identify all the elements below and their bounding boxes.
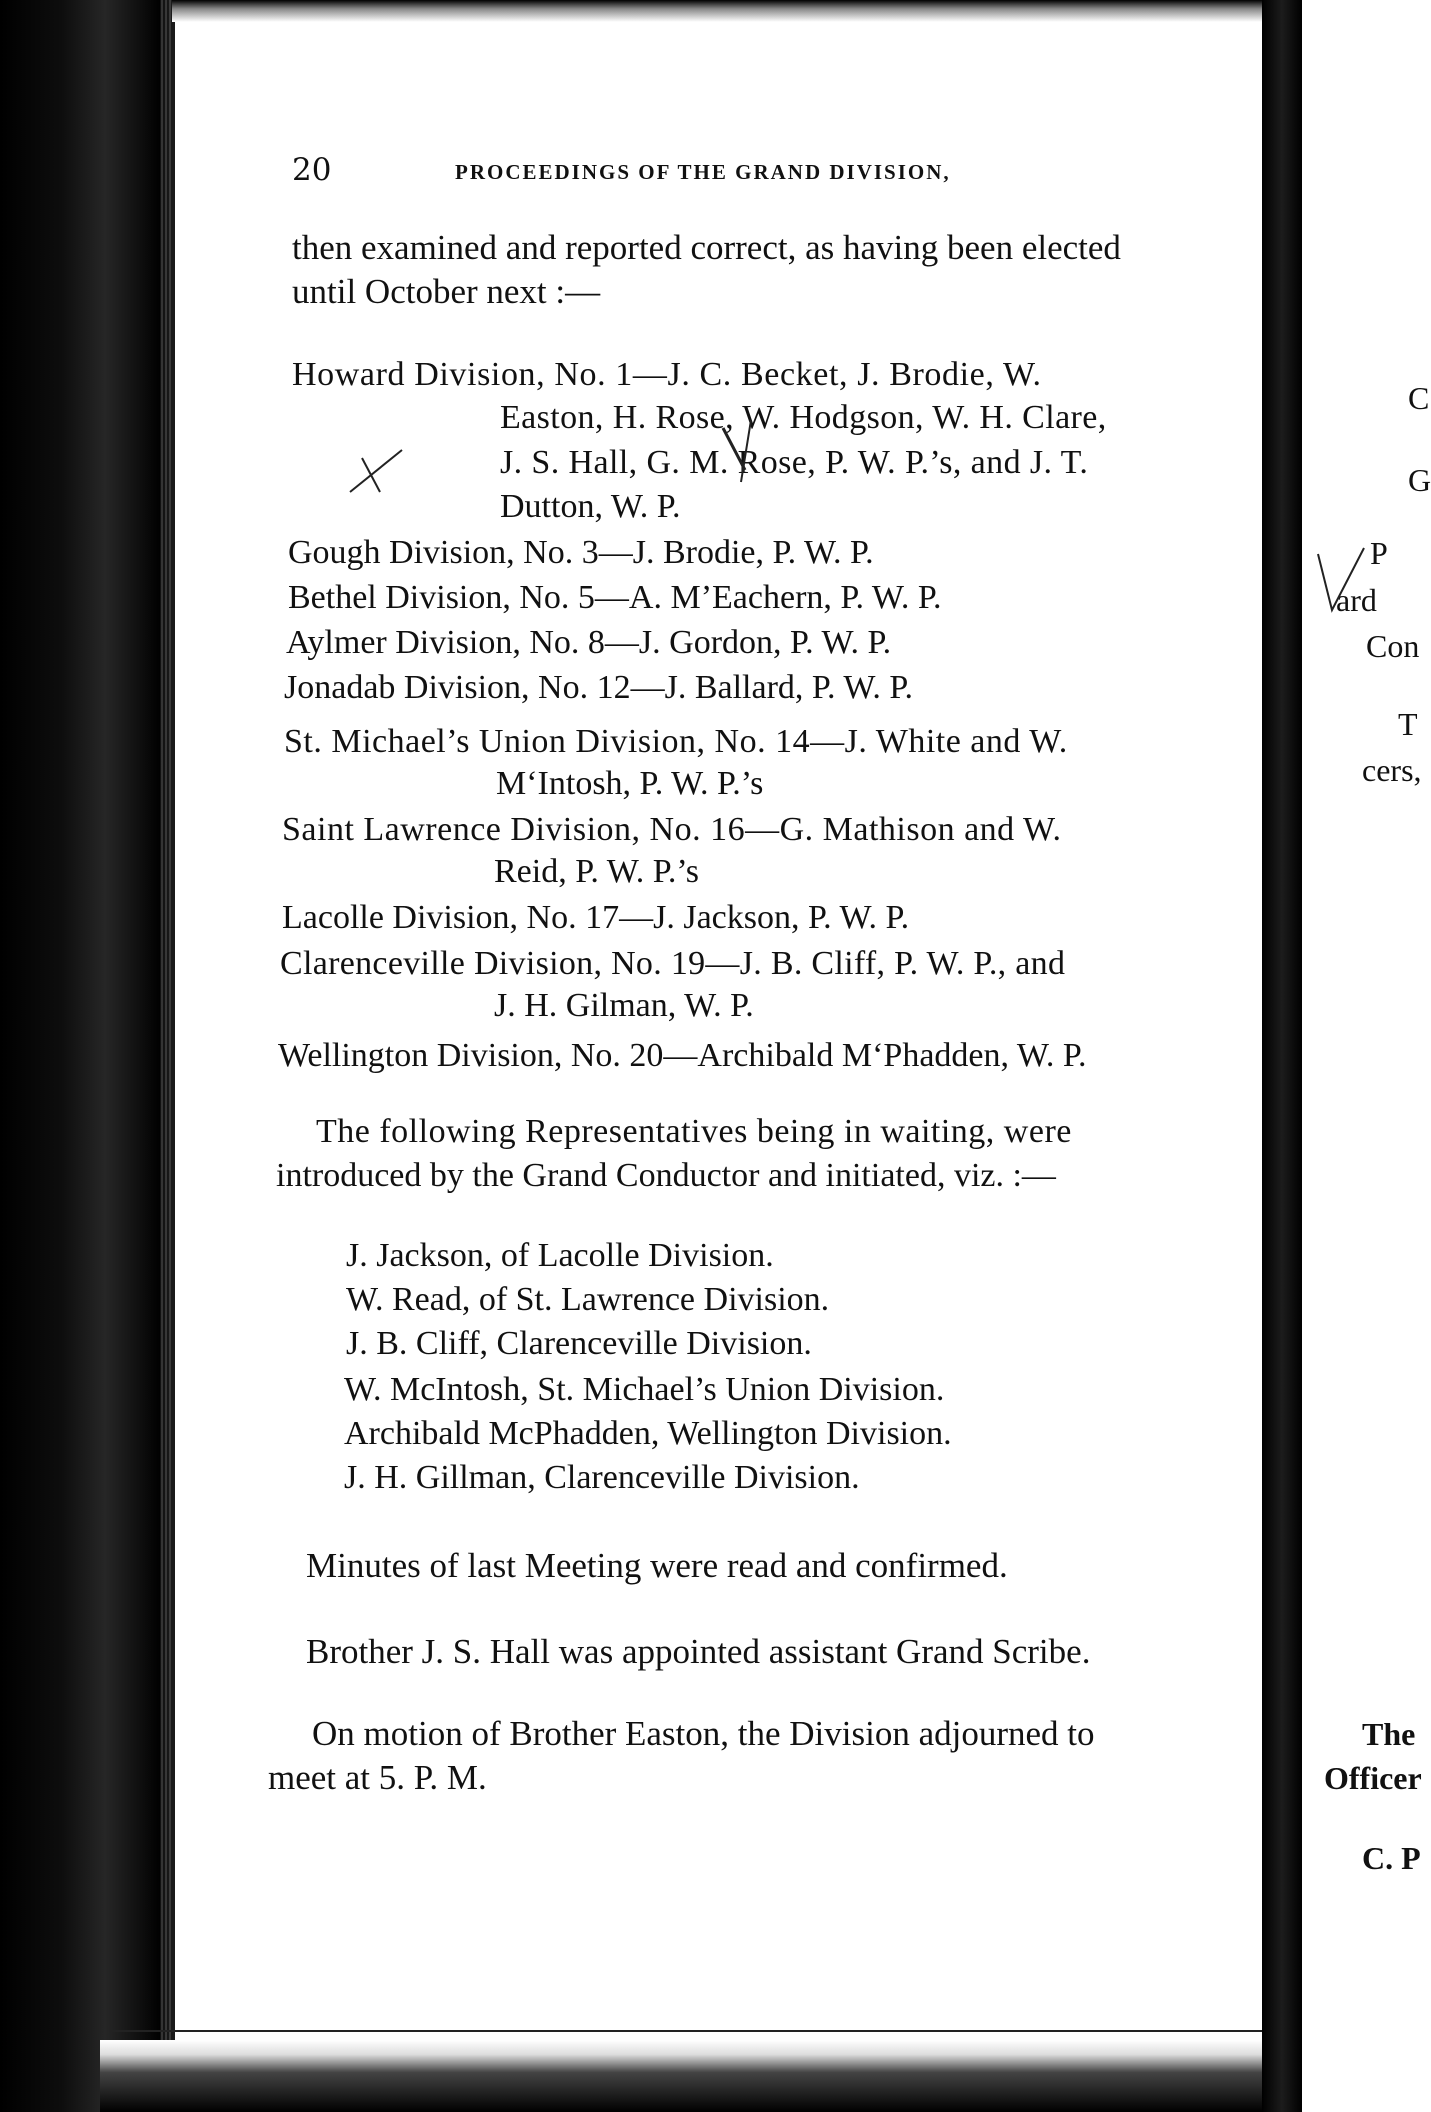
division-gough: Gough Division, No. 3—J. Brodie, P. W. P. (288, 534, 874, 571)
facing-page-sliver (1302, 0, 1431, 2112)
adjourn-line-2: meet at 5. P. M. (268, 1758, 487, 1797)
scribe-line: Brother J. S. Hall was appointed assistant Grand Scribe. (306, 1632, 1091, 1671)
minutes-line: Minutes of last Meeting were read and confirmed. (306, 1546, 1008, 1585)
division-clarenceville-line-2: J. H. Gilman, W. P. (494, 987, 754, 1024)
division-aylmer: Aylmer Division, No. 8—J. Gordon, P. W. P. (286, 624, 892, 661)
division-wellington: Wellington Division, No. 20—Archibald M‘Phadden, W. P. (278, 1037, 1087, 1074)
division-howard-line-4: Dutton, W. P. (500, 488, 681, 525)
facing-text-2: G (1408, 462, 1431, 498)
division-bethel: Bethel Division, No. 5—A. M’Eachern, P. W. P. (288, 579, 942, 616)
intro-line-2: until October next :— (292, 272, 601, 311)
division-st-lawrence-line-2: Reid, P. W. P.’s (494, 853, 700, 890)
division-clarenceville-line-1: Clarenceville Division, No. 19—J. B. Cliff, P. W. P., and (280, 945, 1066, 982)
facing-text-10: C. P (1362, 1840, 1421, 1876)
pencil-strike-mark (715, 408, 765, 488)
representative-6: J. H. Gillman, Clarenceville Division. (344, 1459, 860, 1496)
division-howard-line-3: J. S. Hall, G. M. Rose, P. W. P.’s, and J. T. (500, 444, 1089, 481)
representative-2: W. Read, of St. Lawrence Division. (346, 1281, 830, 1318)
facing-pencil-mark (1312, 540, 1372, 620)
page-bottom-edge (100, 2040, 1270, 2112)
division-st-michaels-line-2: M‘Intosh, P. W. P.’s (496, 765, 764, 802)
adjourn-line-1: On motion of Brother Easton, the Division adjourned to (312, 1714, 1095, 1753)
representative-4: W. McIntosh, St. Michael’s Union Division. (344, 1371, 945, 1408)
division-howard-line-2: Easton, H. Rose, W. Hodgson, W. H. Clare, (500, 399, 1107, 436)
representative-3: J. B. Cliff, Clarenceville Division. (346, 1325, 812, 1362)
facing-text-1: C (1408, 380, 1430, 416)
division-st-lawrence-line-1: Saint Lawrence Division, No. 16—G. Mathison and W. (282, 811, 1062, 848)
representative-5: Archibald McPhadden, Wellington Division. (344, 1415, 952, 1452)
facing-text-6: T (1398, 706, 1418, 742)
facing-text-7: cers, (1362, 752, 1422, 788)
division-jonadab: Jonadab Division, No. 12—J. Ballard, P. W. P. (284, 669, 914, 706)
facing-text-3: P (1370, 535, 1388, 571)
intro-line-1: then examined and reported correct, as having been elected (292, 228, 1121, 267)
top-shadow (172, 0, 1267, 22)
facing-text-9: Officer (1324, 1760, 1422, 1796)
representatives-intro-line-1: The following Representatives being in waiting, were (316, 1113, 1072, 1150)
facing-text-4: ard (1336, 582, 1377, 618)
division-st-michaels-line-1: St. Michael’s Union Division, No. 14—J. White and W. (284, 723, 1068, 760)
representatives-intro-line-2: introduced by the Grand Conductor and initiated, viz. :— (276, 1157, 1056, 1194)
division-lacolle: Lacolle Division, No. 17—J. Jackson, P. W. P. (282, 899, 910, 936)
book-gutter (1262, 0, 1302, 2112)
running-title: PROCEEDINGS OF THE GRAND DIVISION, (455, 160, 951, 184)
page-number: 20 (292, 152, 332, 188)
division-howard-line-1: Howard Division, No. 1—J. C. Becket, J. Brodie, W. (292, 356, 1042, 393)
representative-1: J. Jackson, of Lacolle Division. (346, 1237, 774, 1274)
facing-text-8: The (1362, 1716, 1416, 1752)
facing-text-5: Con (1366, 628, 1420, 664)
pencil-x-mark (340, 440, 420, 500)
book-binding-spine (0, 0, 175, 2112)
